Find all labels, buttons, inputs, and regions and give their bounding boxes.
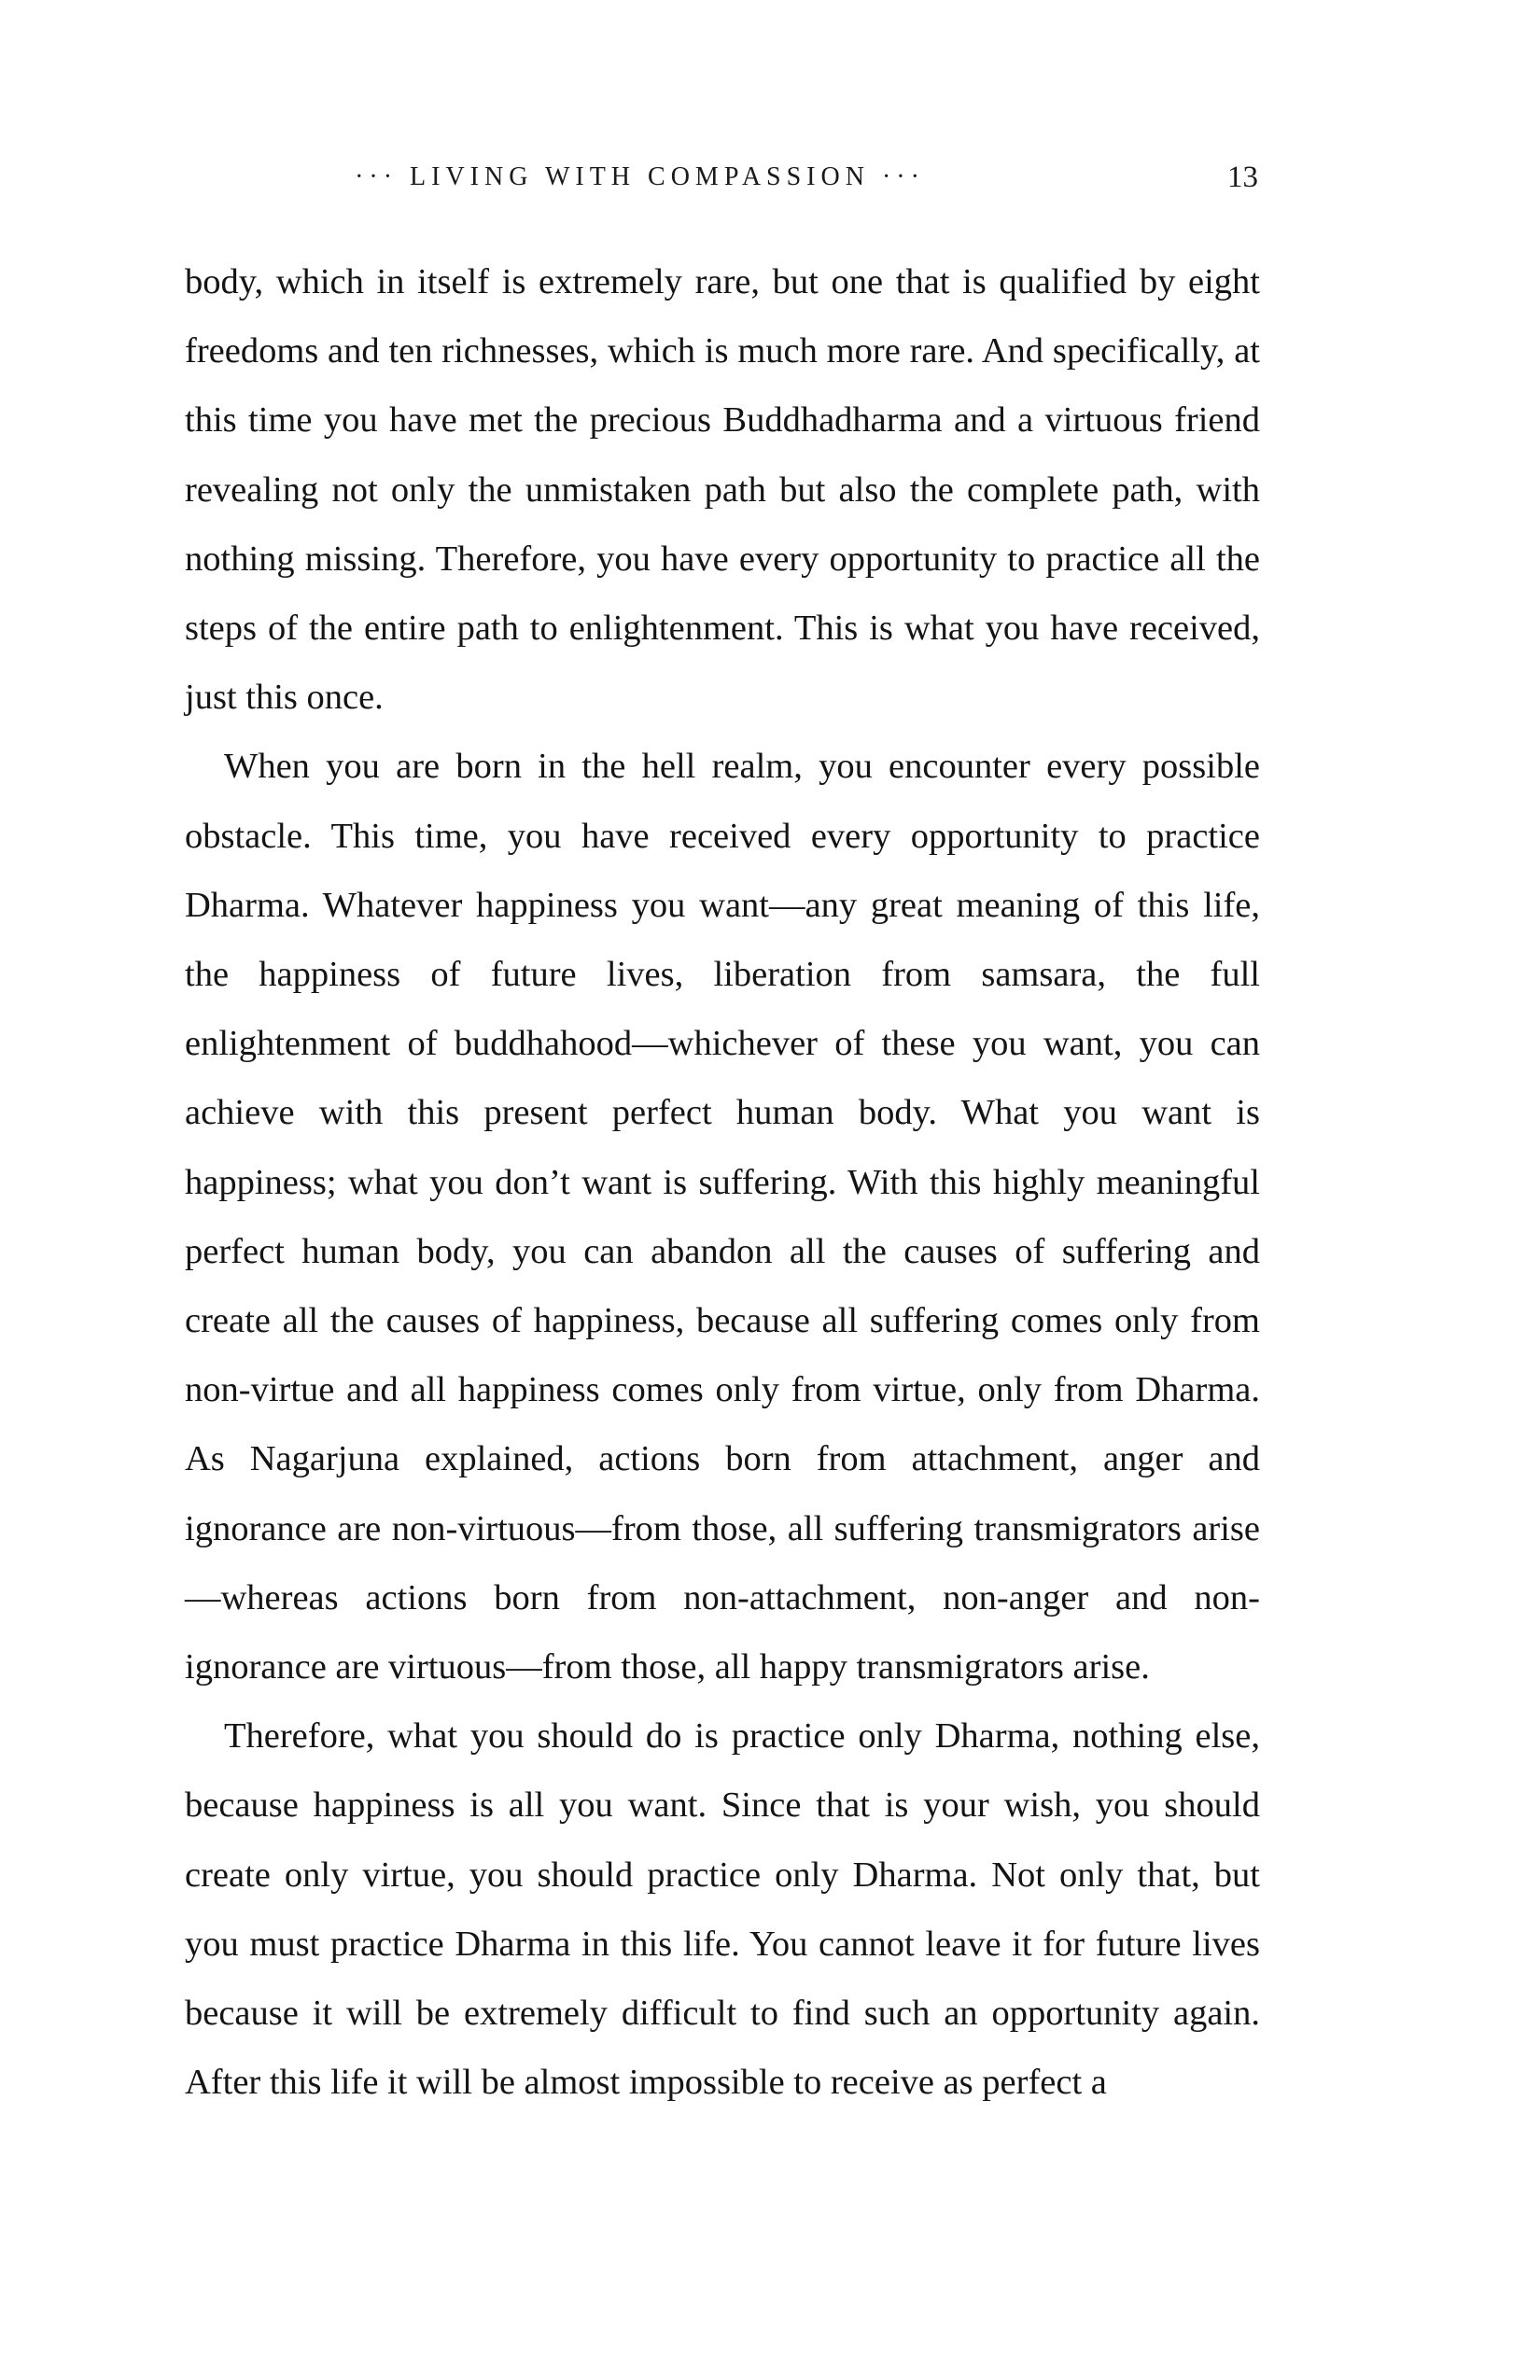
running-head: [185, 161, 1258, 207]
paragraph: When you are born in the hell realm, you encounter every possible obstacle. This time, you have received every opportunity to practice Dharma. Whatever happiness you want—any great meaning of this life, the happiness of future lives, liberation from samsara, the full enlightenment of buddhahood—whichever of these you want, you can achieve with this present perfect human body. What you want is happiness; what you don’t want is suffering. With this highly meaningful perfect human body, you can abandon all the causes of suffering and create all the causes of happiness, because all suffering comes only from non-virtue and all happiness comes only from virtue, only from Dharma. As Nagarjuna explained, actions born from attachment, anger and ignorance are non-virtuous—from those, all suffering transmigrators arise —whereas actions born from non-attachment, non-anger and non-ignorance are virtuous—from those, all happy transmigrators arise.: [185, 747, 1260, 1687]
running-head-title: ··· LIVING WITH COMPASSION ···: [355, 162, 925, 191]
body-text: [185, 247, 1260, 2117]
page-number: 13: [1227, 161, 1258, 194]
paragraph: Therefore, what you should do is practice only Dharma, nothing else, because happiness is all you want. Since that is your wish, you should create only virtue, you should practice only Dharma. Not only that, but you must practice Dharma in this life. You cannot leave it for future lives because it will be extremely difficult to find such an opportunity again. After this life it will be almost impossible to receive as perfect a: [185, 1716, 1260, 2103]
paragraph-continued: body, which in itself is extremely rare, but one that is qualified by eight freedoms and ten richnesses, which is much more rare. And specifically, at this time you have met the precious Buddhadharma and a virtuous friend revealing not only the unmistaken path but also the complete path, with nothing missing. Therefore, you have every opportunity to practice all the steps of the entire path to enlightenment. This is what you have received, just this once.: [185, 262, 1260, 718]
